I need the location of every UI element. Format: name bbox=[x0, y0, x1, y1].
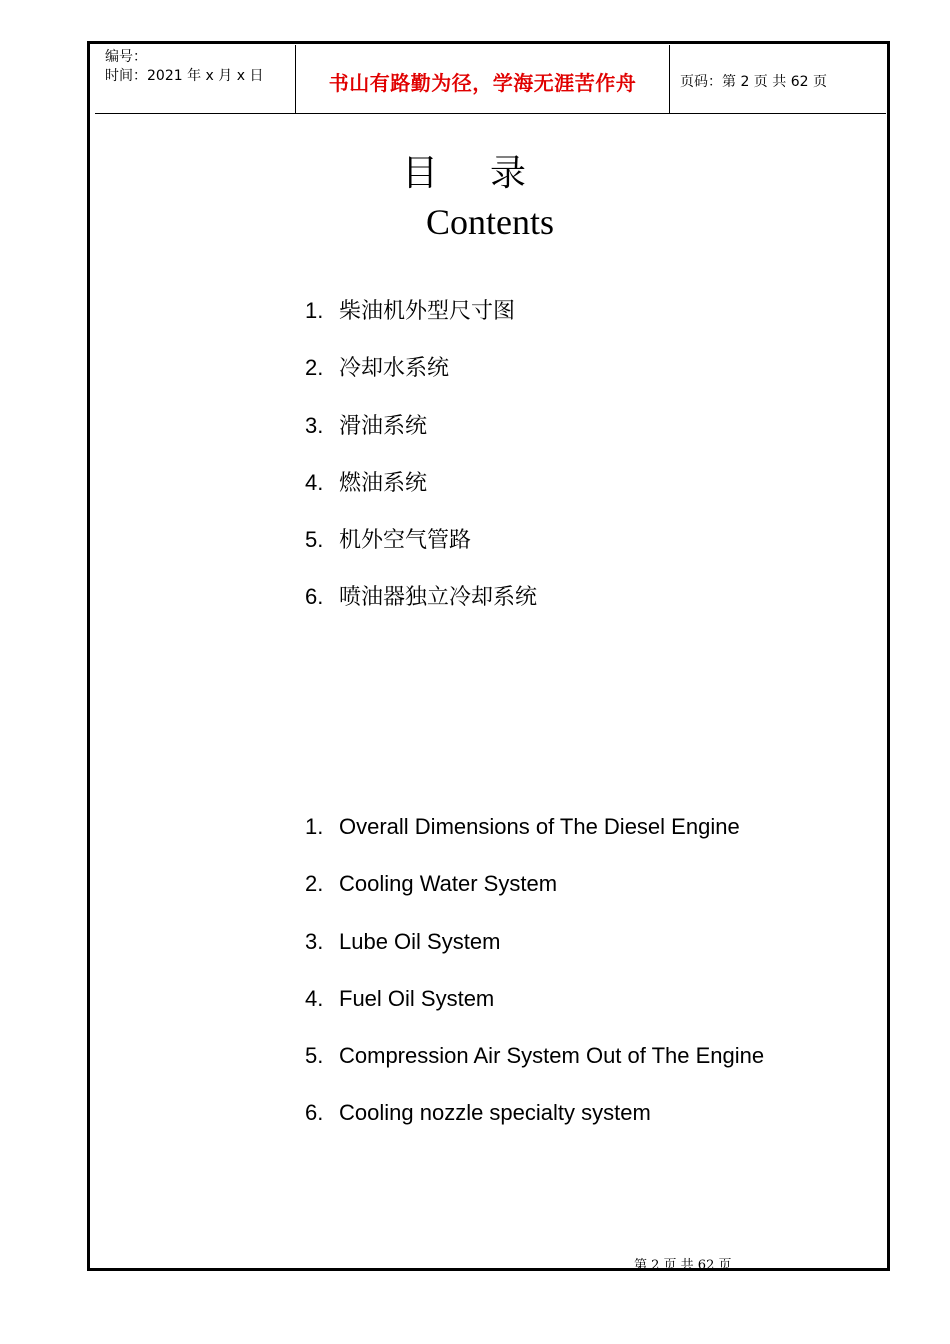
toc-number: 3. bbox=[305, 412, 324, 438]
toc-number: 2. bbox=[305, 355, 324, 381]
toc-item bbox=[305, 808, 764, 865]
toc-text: 柴油机外型尺寸图 bbox=[339, 299, 516, 324]
page-footer: 第 2 页 共 62 页 bbox=[634, 1258, 732, 1273]
page-number-info: 页码：第 2 页 共 62 页 bbox=[680, 74, 827, 90]
toc-text: 机外空气管路 bbox=[339, 528, 472, 554]
toc-text: Cooling Water System bbox=[339, 871, 558, 897]
toc-text: 燃油系统 bbox=[339, 470, 428, 496]
title-english: Contents bbox=[425, 202, 554, 242]
toc-number: 5. bbox=[305, 527, 324, 553]
toc-item bbox=[305, 923, 764, 980]
header-motto-cell bbox=[296, 45, 670, 113]
toc-item bbox=[305, 349, 537, 406]
toc-text: Compression Air System Out of The Engine bbox=[339, 1043, 765, 1069]
toc-number: 1. bbox=[305, 814, 324, 839]
toc-number: 3. bbox=[305, 928, 324, 954]
header-table bbox=[95, 45, 886, 114]
motto-text: 书山有路勤为径，学海无涯苦作舟 bbox=[328, 71, 637, 95]
toc-english bbox=[305, 808, 764, 1152]
toc-item bbox=[305, 292, 537, 349]
toc-text: Lube Oil System bbox=[339, 928, 501, 954]
toc-number: 1. bbox=[305, 298, 324, 323]
toc-text: Fuel Oil System bbox=[339, 985, 495, 1011]
toc-number: 5. bbox=[305, 1043, 324, 1069]
toc-item bbox=[305, 521, 537, 578]
toc-item bbox=[305, 407, 537, 464]
toc-number: 2. bbox=[305, 871, 324, 897]
toc-item bbox=[305, 1037, 764, 1094]
header-page-cell bbox=[670, 45, 886, 113]
document-date: 时间：2021 年 x 月 x 日 bbox=[105, 68, 264, 84]
toc-text: Cooling nozzle specialty system bbox=[339, 1100, 651, 1126]
toc-item bbox=[305, 578, 537, 635]
header-info-cell bbox=[95, 45, 296, 113]
title-chinese: 目录 bbox=[401, 153, 578, 194]
toc-text: 滑油系统 bbox=[339, 413, 428, 439]
toc-number: 4. bbox=[305, 469, 324, 495]
toc-text: 冷却水系统 bbox=[339, 356, 450, 382]
toc-text: Overall Dimensions of The Diesel Engine bbox=[339, 814, 740, 839]
toc-text: 喷油器独立冷却系统 bbox=[339, 585, 538, 611]
toc-number: 4. bbox=[305, 985, 324, 1011]
toc-number: 6. bbox=[305, 584, 324, 610]
toc-chinese bbox=[305, 292, 537, 636]
toc-item bbox=[305, 1094, 764, 1151]
toc-number: 6. bbox=[305, 1100, 324, 1126]
toc-item bbox=[305, 865, 764, 922]
toc-item bbox=[305, 980, 764, 1037]
document-number: 编号： bbox=[105, 49, 147, 65]
toc-item bbox=[305, 464, 537, 521]
